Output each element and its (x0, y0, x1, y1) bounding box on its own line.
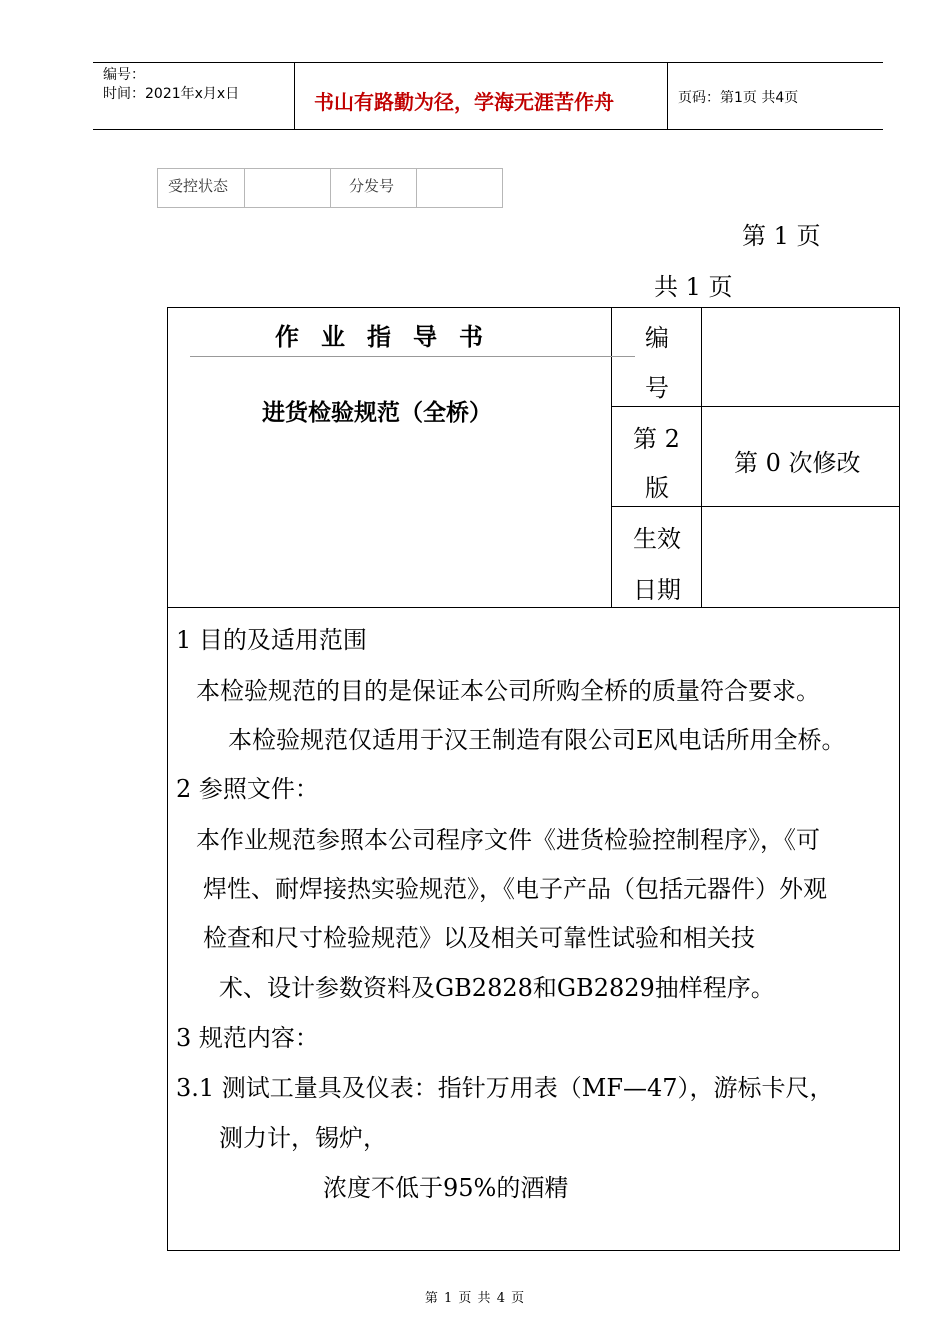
effective-date-label-1: 生效 (633, 525, 681, 553)
section-2-line-1: 本作业规范参照本公司程序文件《进货检验控制程序》，《可 (196, 826, 820, 854)
section-1-heading: 1 目的及适用范围 (176, 626, 367, 654)
section-3-1-line-1: 3.1 测试工量具及仪表：指针万用表（MF—47），游标卡尺， (176, 1074, 834, 1102)
section-2-line-2: 焊性、耐焊接热实验规范》，《电子产品（包括元器件）外观 (203, 875, 827, 903)
header-body-divider (167, 607, 900, 608)
header-divider-right (667, 62, 668, 130)
section-2-line-4: 术、设计参数资料及GB2828和GB2829抽样程序。 (219, 974, 775, 1002)
distribution-label: 分发号 (331, 169, 417, 207)
version-label-2: 版 (645, 474, 669, 502)
effective-date-label-2: 日期 (633, 576, 681, 604)
control-status-value (245, 169, 331, 207)
col-divider-2 (701, 307, 702, 607)
number-label-1: 编 (645, 324, 669, 352)
header-page-code: 页码：第1页 共4页 (678, 90, 799, 106)
header-top-rule (93, 62, 883, 63)
distribution-value (417, 169, 502, 207)
header-time: 时间：2021年x月x日 (103, 86, 240, 102)
header-motto: 书山有路勤为径，学海无涯苦作舟 (314, 90, 614, 114)
header-divider-left (294, 62, 295, 130)
title-underline (190, 356, 635, 357)
section-3-1-line-2: 测力计，锡炉， (219, 1124, 387, 1152)
section-3-1-line-3: 浓度不低于95%的酒精 (323, 1174, 569, 1202)
section-2-line-3: 检查和尺寸检验规范》以及相关可靠性试验和相关技 (203, 924, 755, 952)
number-label-2: 号 (645, 374, 669, 402)
revision-count: 第 0 次修改 (734, 449, 861, 477)
section-1-paragraph-1: 本检验规范的目的是保证本公司所购全桥的质量符合要求。 (196, 677, 820, 705)
header-bottom-rule (93, 129, 883, 130)
row-divider-2 (611, 506, 900, 507)
header-number-label: 编号： (103, 67, 145, 83)
page-current: 第 1 页 (742, 222, 821, 250)
version-label-1: 第 2 (633, 425, 680, 453)
section-1-paragraph-2: 本检验规范仅适用于汉王制造有限公司E风电话所用全桥。 (228, 726, 846, 754)
section-3-heading: 3 规范内容： (176, 1024, 319, 1052)
page-footer: 第 1 页 共 4 页 (424, 1291, 526, 1306)
control-status-label: 受控状态 (158, 169, 245, 207)
page-total: 共 1 页 (654, 273, 733, 301)
doc-title: 作业指导书 (275, 323, 505, 351)
col-divider-1 (611, 307, 612, 607)
row-divider-1 (611, 406, 900, 407)
doc-subtitle: 进货检验规范（全桥） (262, 400, 492, 426)
section-2-heading: 2 参照文件： (176, 775, 319, 803)
control-table (157, 168, 503, 208)
